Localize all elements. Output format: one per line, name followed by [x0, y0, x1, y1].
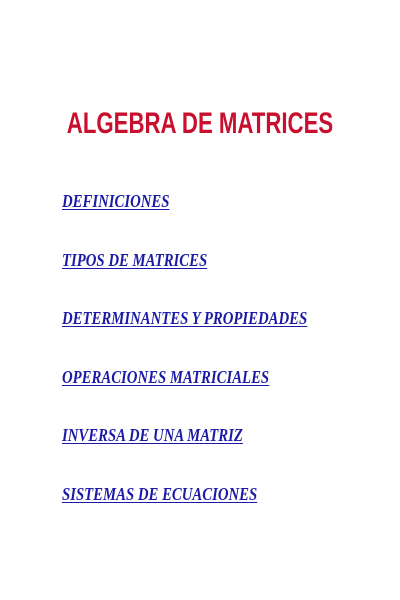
link-operaciones-matriciales[interactable]: OPERACIONES MATRICIALES	[62, 367, 270, 387]
page-title: ALGEBRA DE MATRICES	[66, 107, 334, 140]
link-determinantes-y-propiedades[interactable]: DETERMINANTES Y PROPIEDADES	[62, 308, 308, 328]
link-sistemas-de-ecuaciones[interactable]: SISTEMAS DE ECUACIONES	[62, 484, 258, 504]
link-tipos-de-matrices[interactable]: TIPOS DE MATRICES	[62, 250, 208, 270]
link-definiciones[interactable]: DEFINICIONES	[62, 191, 170, 211]
link-inversa-de-una-matriz[interactable]: INVERSA DE UNA MATRIZ	[62, 425, 243, 445]
